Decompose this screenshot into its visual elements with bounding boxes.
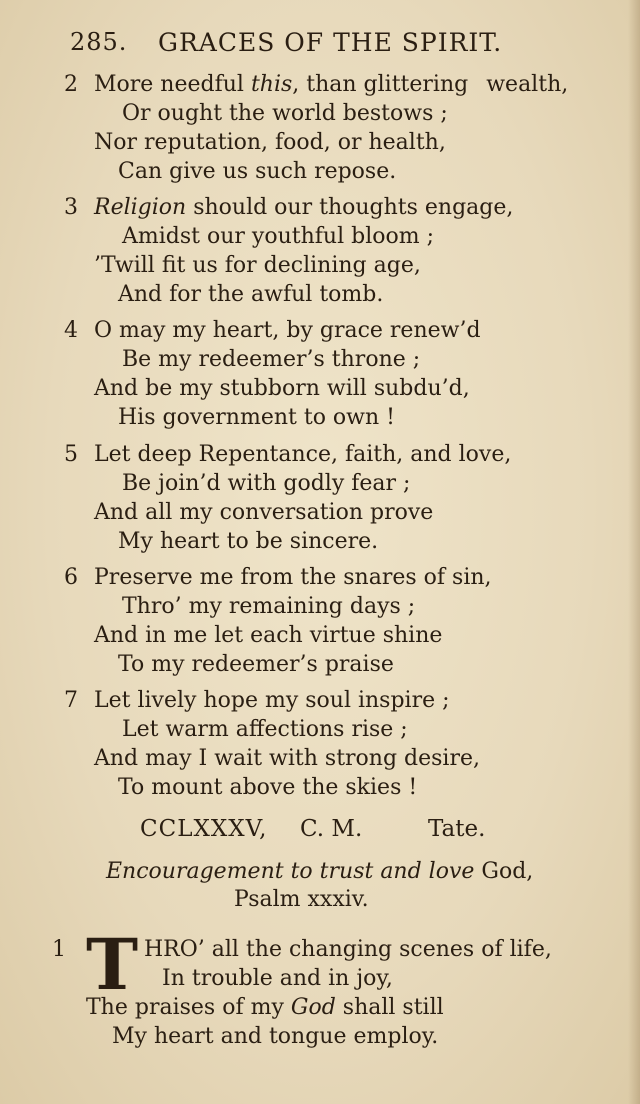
line-text: wealth, [486,72,569,97]
subtitle-italic: Encouragement to trust and love [106,859,475,884]
stanza-line [86,993,444,1022]
stanza-line [64,744,604,773]
line-text: Let warm affections rise ; [122,717,408,742]
stanza-7 [64,686,604,802]
line-text: Let lively hope my soul inspire ; [94,688,450,713]
line-text: Nor reputation, food, or health, [94,130,446,155]
line-text: And for the awful tomb. [118,282,384,307]
stanza-line [64,403,604,432]
stanza-line [64,193,604,222]
stanza-line [64,498,604,527]
line-text: Be join’d with godly fear ; [122,471,411,496]
stanza-line [64,773,604,802]
hymn-author: Tate. [428,816,486,842]
stanza-number: 2 [64,72,78,97]
stanza-2 [64,70,604,186]
line-text: To mount above the skies ! [118,775,418,800]
stanza-number: 5 [64,442,78,467]
hymn-number: CCLXXXV, [140,816,268,842]
stanza-line [64,374,604,403]
hymn-first-stanza [52,923,612,1055]
line-text: should our thoughts engage, [186,195,514,220]
line-text: HRO’ all the changing scenes of life, [144,937,552,962]
drop-cap: T [86,923,139,1006]
stanza-line [64,345,604,374]
line-text: shall still [335,995,444,1020]
stanza-line [64,99,604,128]
stanza-line [64,527,604,556]
italic-word: this [250,72,293,97]
subtitle-roman: God, [474,859,534,884]
stanza-6 [64,563,604,679]
line-text: And in me let each virtue shine [94,623,443,648]
hymn-subtitle [106,858,586,912]
line-text: , than glittering [292,72,469,97]
stanza-line [64,316,604,345]
page-header [70,26,550,66]
stanza-line [64,440,604,469]
stanza-3 [64,193,604,309]
page-edge-shadow [628,0,640,1104]
stanza-number: 4 [64,318,78,343]
stanza-line [64,469,604,498]
line-text: And all my conversation prove [94,500,434,525]
line-text: More needful [94,72,251,97]
stanza-number: 1 [52,937,66,962]
line-text: Let deep Repentance, faith, and love, [94,442,512,467]
stanza-line [64,650,604,679]
line-text: In trouble and in joy, [162,966,393,991]
stanza-line [64,280,604,309]
stanza-line [64,222,604,251]
line-text: O may my heart, by grace renew’d [94,318,481,343]
line-text: ’Twill fit us for declining age, [94,253,421,278]
stanza-number: 3 [64,195,78,220]
stanza-line [64,686,604,715]
line-text: His government to own ! [118,405,396,430]
page-number: 285. [70,28,128,56]
stanza-number: 7 [64,688,78,713]
running-head: GRACES OF THE SPIRIT. [158,28,503,57]
stanza-line [64,592,604,621]
stanza-line [64,621,604,650]
line-text: The praises of my [86,995,291,1020]
stanza-number: 6 [64,565,78,590]
hymn-heading [140,816,560,846]
hymn-meter: C. M. [300,816,363,842]
line-text: My heart and tongue employ. [112,1024,439,1049]
line-text: Thro’ my remaining days ; [122,594,416,619]
line-text: To my redeemer’s praise [118,652,394,677]
italic-word: Religion [94,195,187,220]
line-text: Or ought the world bestows ; [122,101,448,126]
line-text: And may I wait with strong desire, [94,746,480,771]
line-text: Be my redeemer’s throne ; [122,347,421,372]
stanza-line [64,128,604,157]
line-text: And be my stubborn will subdu’d, [94,376,470,401]
stanza-4 [64,316,604,432]
stanza-line [64,157,604,186]
stanza-line [64,563,604,592]
stanza-5 [64,440,604,556]
subtitle-psalm-reference: Psalm xxxiv. [234,887,369,912]
italic-word: God [290,995,336,1020]
stanza-line [64,715,604,744]
stanza-line [64,70,604,99]
stanza-line [64,251,604,280]
line-text: Amidst our youthful bloom ; [122,224,434,249]
line-text: Can give us such repose. [118,159,397,184]
line-text: My heart to be sincere. [118,529,379,554]
line-text: Preserve me from the snares of sin, [94,565,492,590]
